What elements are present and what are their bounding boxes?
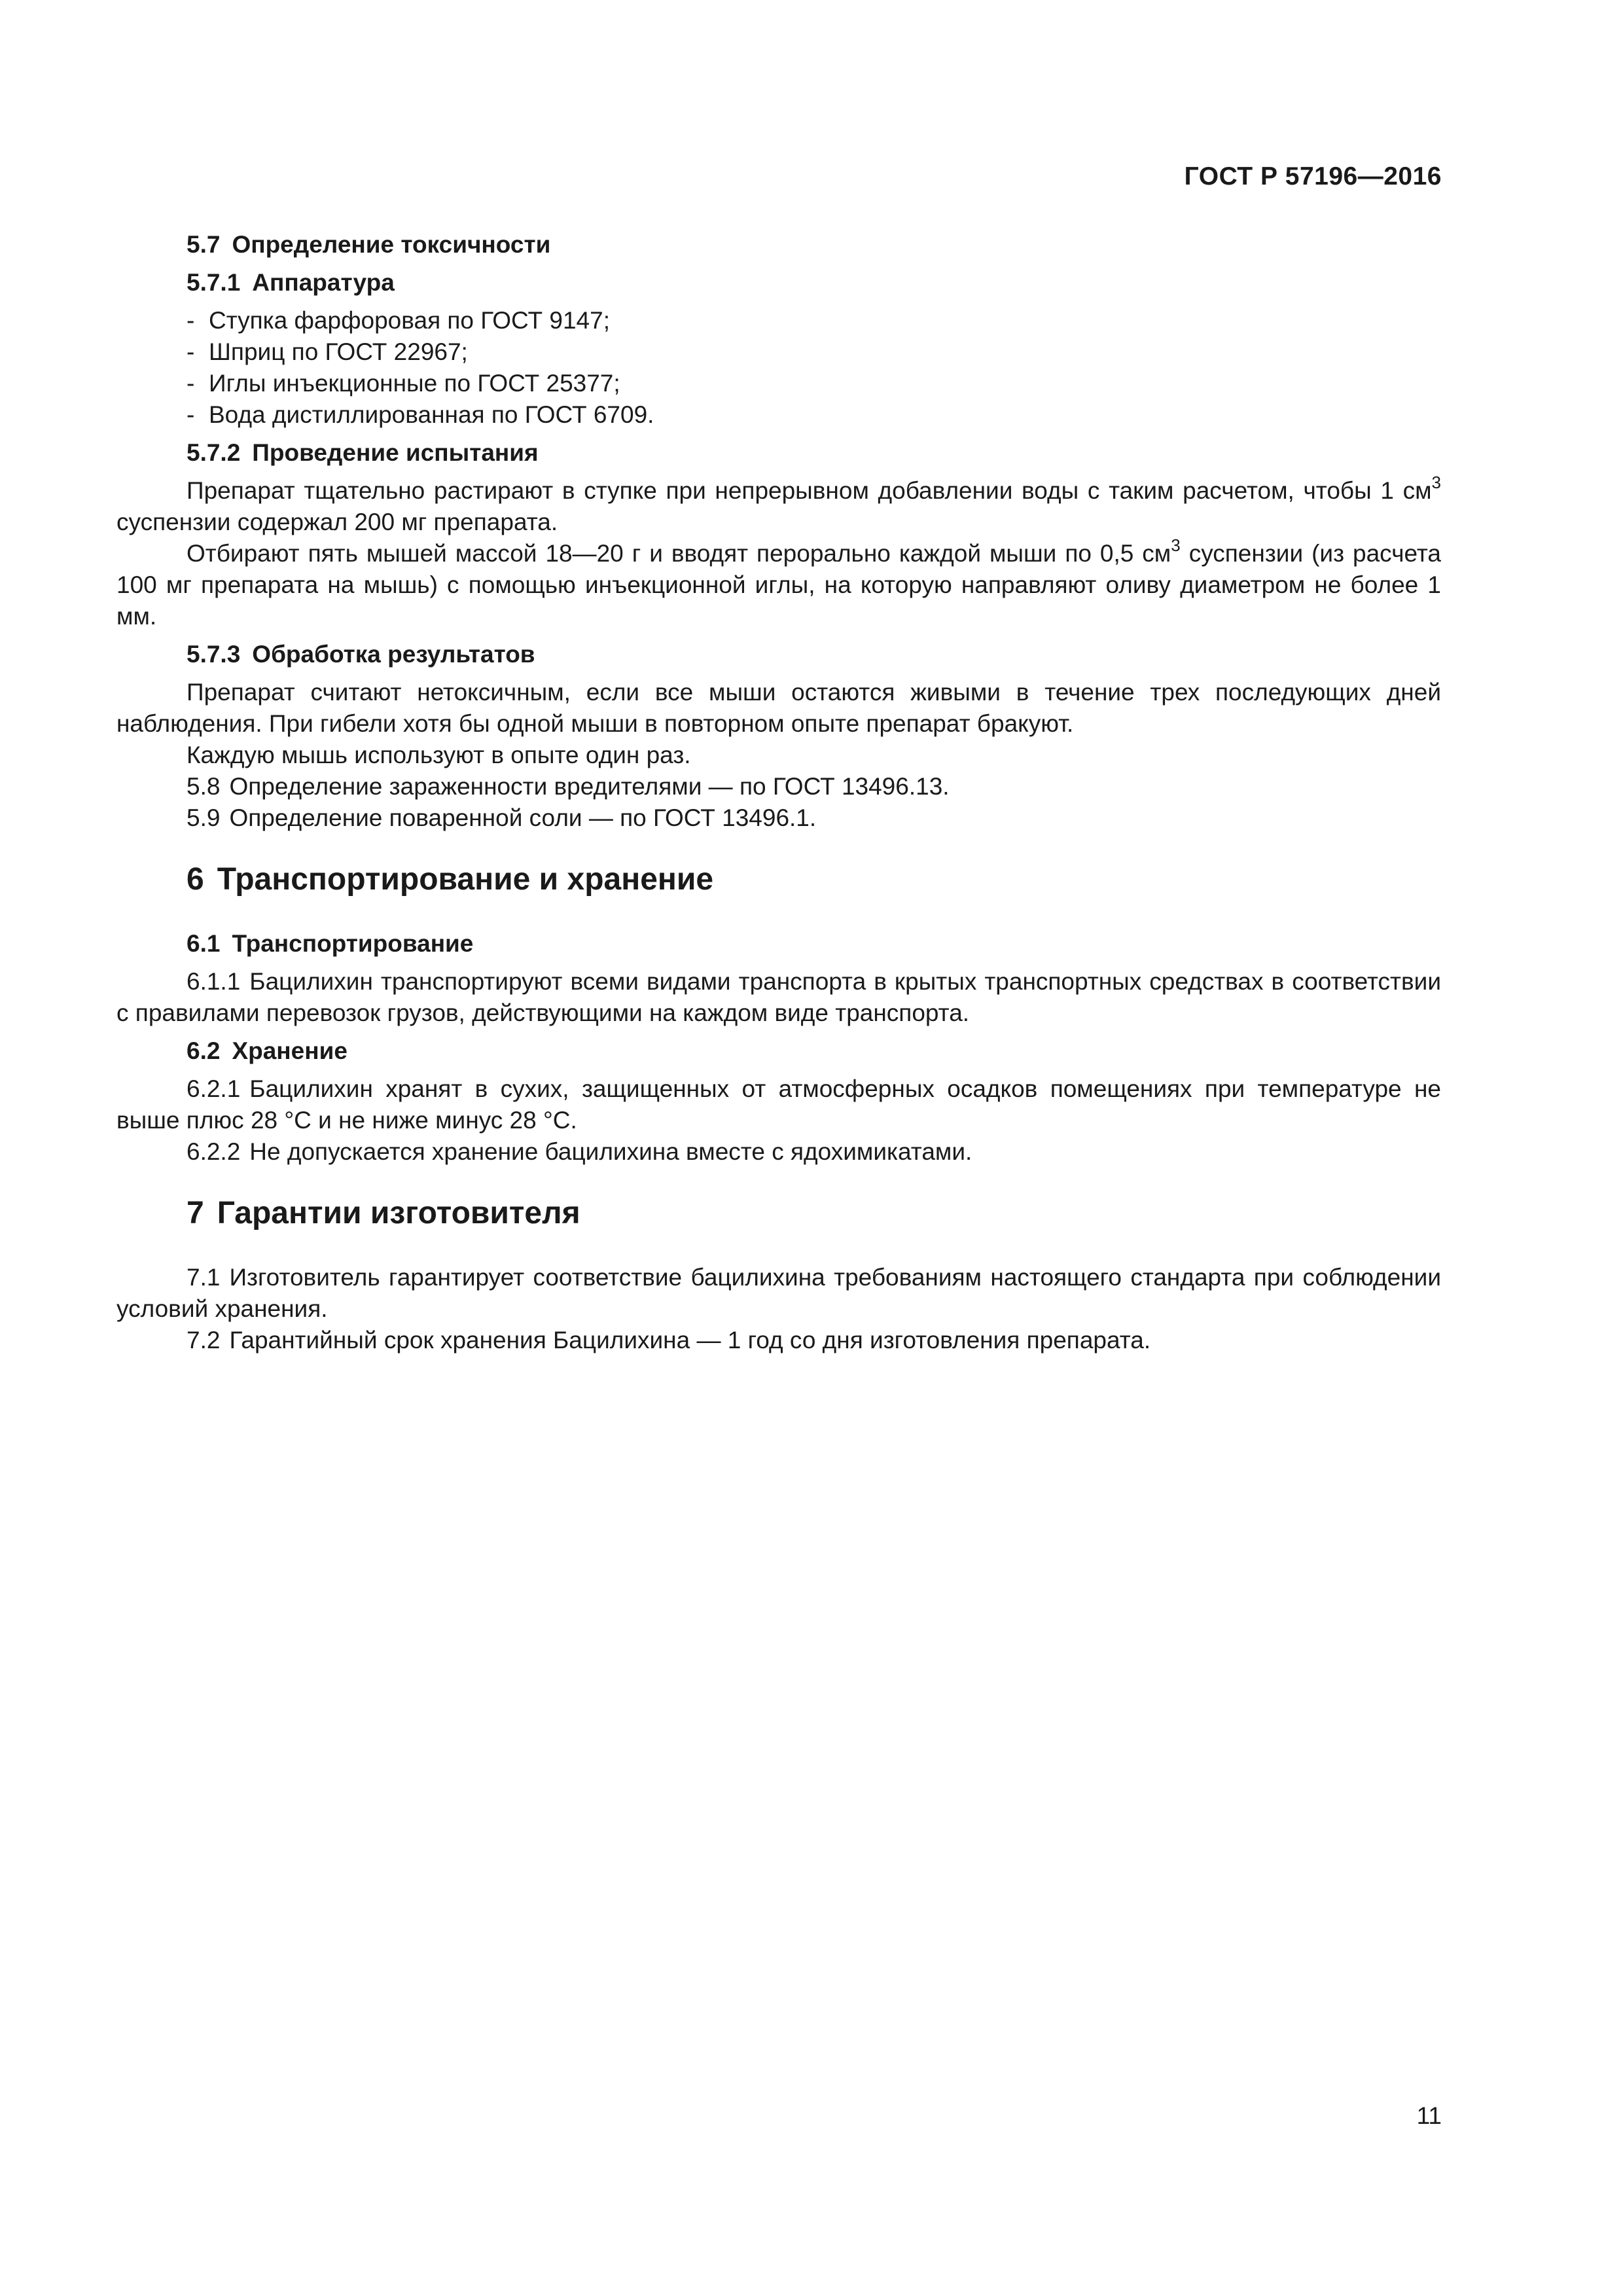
section-heading-6	[116, 860, 1441, 899]
document-code-header: ГОСТ Р 57196—2016	[1184, 162, 1442, 190]
paragraph-7-1: 7.1 Изготовитель гарантирует соответствие бацилихина требованиям настоящего стандарта при соблюдении условий хранения.	[116, 1264, 1441, 1322]
section-title: Транспортирование и хранение	[217, 862, 714, 897]
equipment-list-item: - Иглы инъекционные по ГОСТ 25377;	[187, 370, 620, 397]
heading-6-1	[116, 928, 1441, 960]
paragraph-6-2-2: 6.2.2 Не допускается хранение бацилихина вместе с ядохимикатами.	[187, 1138, 972, 1165]
heading-number: 5.7.1	[187, 269, 241, 296]
paragraph-results-evaluation: Препарат считают нетоксичным, если все мыши остаются живыми в течение трех последующих дней наблюдения. При гибели хотя бы одной мыши в повторном опыте препарат бракуют.	[116, 679, 1441, 737]
paragraph-6-2-1: 6.2.1 Бацилихин хранят в сухих, защищенных от атмосферных осадков помещениях при температуре не выше плюс 28 °С и не ниже минус 28 °С.	[116, 1075, 1441, 1134]
heading-5-7-1	[116, 267, 1441, 298]
heading-title: Проведение испытания	[252, 439, 539, 466]
page-number: 11	[1416, 2102, 1442, 2129]
heading-number: 6.1	[187, 930, 221, 957]
section-title: Гарантии изготовителя	[217, 1196, 580, 1230]
heading-5-7-2	[116, 437, 1441, 469]
section-number: 6	[187, 862, 204, 897]
heading-title: Обработка результатов	[252, 641, 535, 668]
section-heading-7	[116, 1194, 1441, 1233]
heading-title: Транспортирование	[232, 930, 474, 957]
heading-number: 5.7.2	[187, 439, 241, 466]
heading-number: 5.7	[187, 231, 221, 258]
paragraph-5-8: 5.8 Определение зараженности вредителями — по ГОСТ 13496.13.	[187, 773, 950, 800]
paragraph-6-1-1: 6.1.1 Бацилихин транспортируют всеми видами транспорта в крытых транспортных средствах в соответствии с правилами перевозок грузов, действующими на каждом виде транспорта.	[116, 968, 1441, 1026]
heading-title: Аппаратура	[252, 269, 395, 296]
paragraph-sample-preparation: Препарат тщательно растирают в ступке при непрерывном добавлении воды с таким расчетом, чтобы 1 $см^3$ суспензии содержал 200 мг препарата.	[116, 473, 1441, 535]
heading-number: 5.7.3	[187, 641, 241, 668]
heading-title: Определение токсичности	[232, 231, 551, 258]
equipment-list-item: - Шприц по ГОСТ 22967;	[187, 338, 468, 365]
paragraph-5-9: 5.9 Определение поваренной соли — по ГОСТ 13496.1.	[187, 804, 817, 831]
paragraph-7-2: 7.2 Гарантийный срок хранения Бацилихина — 1 год со дня изготовления препарата.	[187, 1327, 1151, 1354]
equipment-list-item: - Ступка фарфоровая по ГОСТ 9147;	[187, 307, 610, 334]
paragraph-mouse-usage: Каждую мышь используют в опыте один раз.	[187, 742, 691, 768]
heading-5-7-3	[116, 639, 1441, 670]
heading-number: 6.2	[187, 1037, 221, 1064]
document-body	[116, 229, 1441, 1356]
heading-title: Хранение	[232, 1037, 348, 1064]
paragraph-mice-test: Отбирают пять мышей массой 18—20 г и вводят перорально каждой мыши по 0,5 $см^3$ суспензии (из расчета 100 мг препарата на мышь) с помощью инъекционной иглы, на которую направляют оливу диаметром не более 1 мм.	[116, 535, 1441, 630]
equipment-list-item: - Вода дистиллированная по ГОСТ 6709.	[187, 401, 654, 428]
section-number: 7	[187, 1196, 204, 1230]
heading-5-7	[116, 229, 1441, 260]
heading-6-2	[116, 1035, 1441, 1067]
